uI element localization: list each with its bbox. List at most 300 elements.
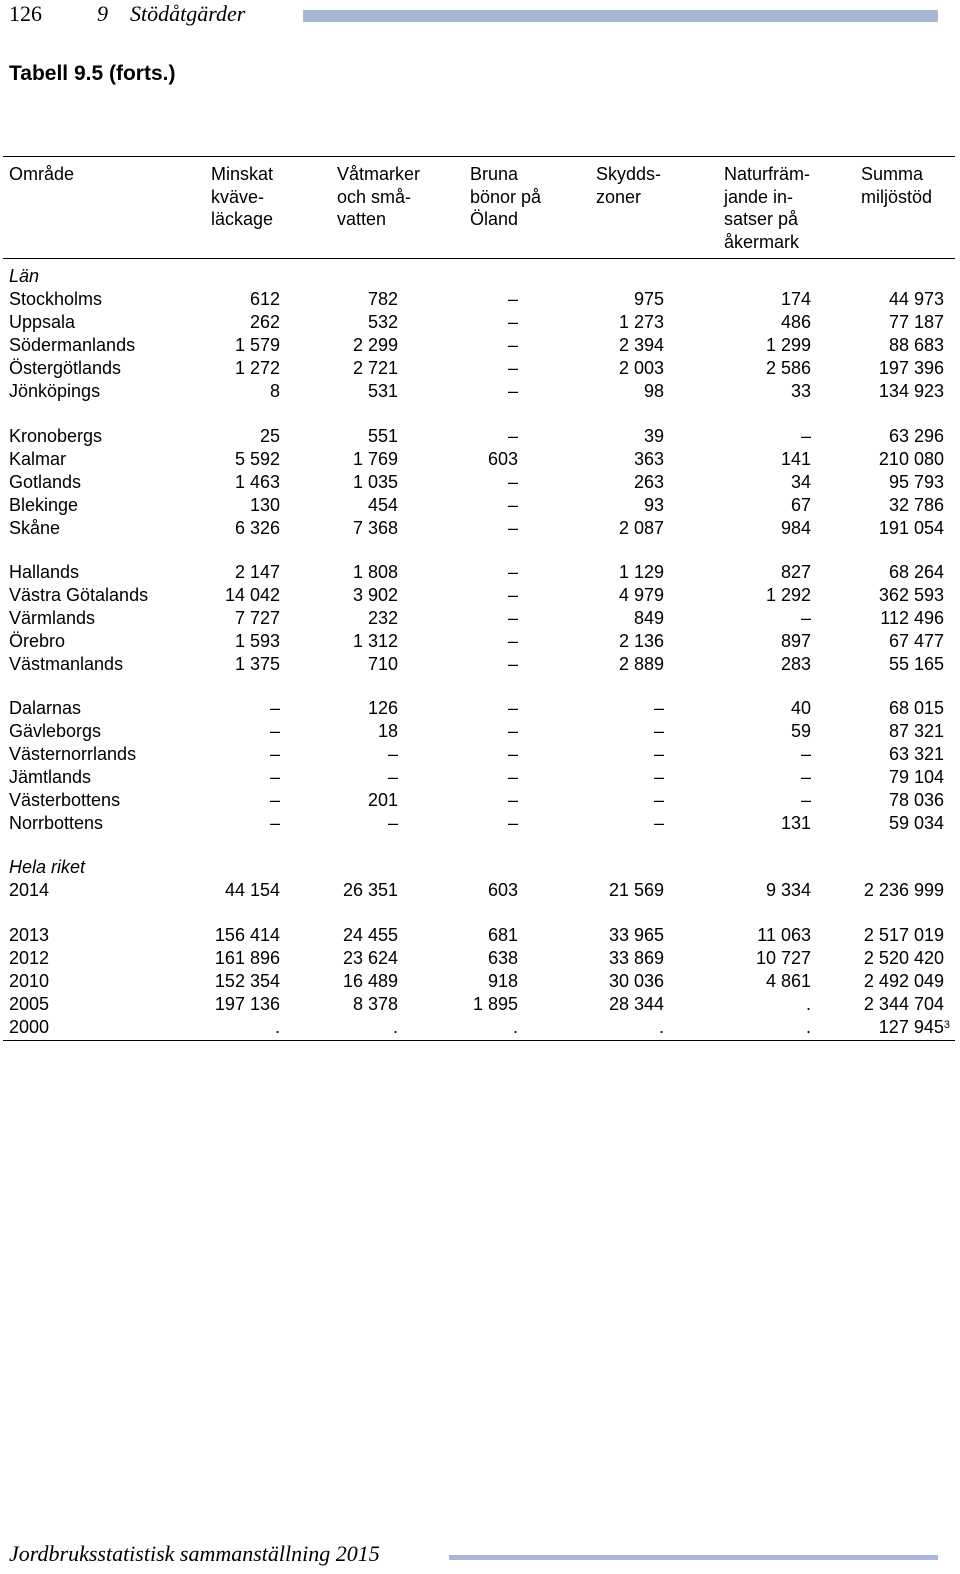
- table-cell: [791, 380, 811, 403]
- footer-accent-bar: [449, 1555, 938, 1560]
- table-cell: [864, 993, 944, 1016]
- table-cell: [806, 993, 811, 1016]
- table-cell: [368, 288, 398, 311]
- cell-value: 1 579: [234, 335, 280, 355]
- cell-value: 638: [487, 948, 518, 968]
- table-cell: [353, 561, 398, 584]
- cell-value: 1 769: [352, 449, 398, 469]
- table-cell: [879, 357, 944, 380]
- cell-value: 78 036: [888, 790, 944, 810]
- table-row: [0, 425, 960, 448]
- cell-value: 32 786: [888, 495, 944, 515]
- cell-value: 174: [780, 289, 811, 309]
- table-cell: [508, 766, 518, 789]
- table-cell: [781, 630, 811, 653]
- table-row: [0, 311, 960, 334]
- table-cell: [864, 947, 944, 970]
- table-cell: [488, 448, 518, 471]
- cell-value: 141: [780, 449, 811, 469]
- table-cell: [766, 357, 811, 380]
- table-cell: [215, 970, 280, 993]
- cell-value: 79 104: [888, 767, 944, 787]
- table-cell: [654, 789, 664, 812]
- table-row: [0, 970, 960, 993]
- table-cell: [353, 334, 398, 357]
- table-cell: [270, 720, 280, 743]
- cell-value: 2 721: [352, 358, 398, 378]
- cell-value: 849: [633, 608, 664, 628]
- table-cell: [801, 743, 811, 766]
- row-label: Kalmar: [9, 449, 67, 469]
- cell-value: 1 312: [352, 631, 398, 651]
- cell-value: 362 593: [878, 585, 944, 605]
- cell-value: –: [387, 744, 398, 764]
- cell-value: 4 979: [618, 585, 664, 605]
- table-cell: [889, 311, 944, 334]
- cell-value: –: [269, 790, 280, 810]
- table-cell: [235, 653, 280, 676]
- table-cell: [368, 697, 398, 720]
- table-cell: [781, 561, 811, 584]
- table-cell: [619, 561, 664, 584]
- table-cell: [766, 970, 811, 993]
- table-cell: [368, 789, 398, 812]
- table-row: [0, 494, 960, 517]
- page-header: [0, 0, 960, 34]
- table-cell: [756, 947, 811, 970]
- row-label: Dalarnas: [9, 698, 82, 718]
- column-header-line: satser på: [724, 209, 799, 229]
- table-cell: [388, 766, 398, 789]
- cell-value: –: [507, 426, 518, 446]
- cell-value: 2 147: [234, 562, 280, 582]
- cell-value: –: [507, 518, 518, 538]
- cell-value: 918: [487, 971, 518, 991]
- table-row: [0, 471, 960, 494]
- table-cell: [353, 630, 398, 653]
- table-cell: [644, 425, 664, 448]
- table-cell: [619, 584, 664, 607]
- row-label: Blekinge: [9, 495, 79, 515]
- cell-value: 7 368: [352, 518, 398, 538]
- cell-value: .: [805, 994, 811, 1014]
- table-cell: [609, 924, 664, 947]
- column-header-line: Öland: [470, 209, 519, 229]
- column-header-line: åkermark: [724, 231, 800, 252]
- table-cell: [880, 607, 944, 630]
- table-cell: [889, 334, 944, 357]
- table-cell: [864, 924, 944, 947]
- column-header-summa: [861, 163, 932, 208]
- cell-value: 1 463: [234, 472, 280, 492]
- table-cell: [879, 584, 944, 607]
- table-cell: [368, 607, 398, 630]
- row-label: Uppsala: [9, 312, 76, 332]
- table-cell: [270, 766, 280, 789]
- column-header-line: miljöstöd: [861, 186, 933, 207]
- cell-value: 63 296: [888, 426, 944, 446]
- cell-value: –: [507, 289, 518, 309]
- cell-value: 9 334: [765, 880, 811, 900]
- row-label: 2005: [9, 994, 50, 1014]
- column-header-line: läckage: [211, 209, 274, 229]
- table-cell: [225, 879, 280, 902]
- cell-value: 28 344: [608, 994, 664, 1014]
- cell-value: 1 808: [352, 562, 398, 582]
- table-cell: [488, 924, 518, 947]
- table-cell: [766, 584, 811, 607]
- table-cell: [801, 425, 811, 448]
- cell-value: 8 378: [352, 994, 398, 1014]
- cell-value: 1 273: [618, 312, 664, 332]
- table-cell: [879, 380, 944, 403]
- table-cell: [270, 697, 280, 720]
- cell-value: 262: [249, 312, 280, 332]
- table-cell: [879, 517, 944, 540]
- column-header-line: Bruna: [470, 164, 519, 184]
- row-label: Östergötlands: [9, 358, 122, 378]
- table-row: [0, 993, 960, 1016]
- table-cell: [791, 471, 811, 494]
- column-header-line: Skydds-: [596, 164, 662, 184]
- table-row: [0, 879, 960, 902]
- cell-value: 18: [377, 721, 398, 741]
- table-cell: [654, 697, 664, 720]
- cell-value: 59 034: [888, 813, 944, 833]
- row-label: Jönköpings: [9, 381, 101, 401]
- table-cell: [270, 789, 280, 812]
- cell-value: 1 272: [234, 358, 280, 378]
- table-cell: [513, 1016, 518, 1039]
- cell-value: 161 896: [214, 948, 280, 968]
- table-cell: [619, 357, 664, 380]
- table-cell: [508, 288, 518, 311]
- cell-value: –: [653, 767, 664, 787]
- table-cell: [368, 494, 398, 517]
- table-cell: [634, 607, 664, 630]
- cell-value: 1 129: [618, 562, 664, 582]
- column-header-vatmarker: [337, 163, 420, 231]
- table-cell: [275, 1016, 280, 1039]
- row-label: Västernorrlands: [9, 744, 137, 764]
- cell-value: 152 354: [214, 971, 280, 991]
- table-cell: [235, 448, 280, 471]
- column-header-line: Minskat: [211, 164, 274, 184]
- row-label: Jämtlands: [9, 767, 92, 787]
- table-row: [0, 517, 960, 540]
- table-cell: [619, 630, 664, 653]
- cell-value: –: [269, 744, 280, 764]
- table-row: [0, 743, 960, 766]
- section-label-lan: Län: [9, 266, 40, 286]
- cell-value: 33 869: [608, 948, 664, 968]
- table-cell: [508, 494, 518, 517]
- cell-value: 63 321: [888, 744, 944, 764]
- cell-value: 1 895: [472, 994, 518, 1014]
- table-cell: [864, 970, 944, 993]
- table-cell: [801, 607, 811, 630]
- cell-value: 4 861: [765, 971, 811, 991]
- cell-value: –: [507, 495, 518, 515]
- table-cell: [619, 311, 664, 334]
- table-cell: [508, 517, 518, 540]
- cell-value: 1 292: [765, 585, 811, 605]
- table-cell: [388, 812, 398, 835]
- cell-value: 975: [633, 289, 664, 309]
- cell-value: 551: [367, 426, 398, 446]
- table-cell: [781, 311, 811, 334]
- cell-value: –: [269, 767, 280, 787]
- cell-value: 197 136: [214, 994, 280, 1014]
- table-header: [0, 163, 960, 259]
- cell-value: 363: [633, 449, 664, 469]
- footnote-marker: 3: [943, 1019, 950, 1031]
- row-label: Värmlands: [9, 608, 96, 628]
- cell-value: –: [653, 790, 664, 810]
- table-row: [0, 720, 960, 743]
- table-cell: [508, 720, 518, 743]
- cell-value: 130: [249, 495, 280, 515]
- table-cell: [508, 357, 518, 380]
- cell-value: 1 299: [765, 335, 811, 355]
- column-header-line: zoner: [596, 186, 642, 207]
- cell-value: 25: [259, 426, 280, 446]
- column-header-area: [9, 163, 74, 186]
- cell-value: 33: [790, 381, 811, 401]
- table-cell: [235, 471, 280, 494]
- cell-value: –: [507, 631, 518, 651]
- cell-value: 11 063: [757, 925, 811, 945]
- cell-value: 210 080: [878, 449, 944, 469]
- column-header-bruna-bonor: [470, 163, 541, 231]
- cell-value: 127 945: [878, 1017, 944, 1037]
- page-number: 126: [9, 1, 42, 26]
- table-cell: [889, 720, 944, 743]
- cell-value: 44 154: [224, 880, 280, 900]
- table-cell: [378, 720, 398, 743]
- table-cell: [353, 471, 398, 494]
- table-cell: [889, 630, 944, 653]
- table-cell: [270, 380, 280, 403]
- cell-value: 1 375: [234, 654, 280, 674]
- cell-value: 897: [780, 631, 811, 651]
- cell-value: .: [392, 1017, 398, 1037]
- cell-value: 10 727: [755, 948, 811, 968]
- column-header-skyddszoner: [596, 163, 661, 208]
- page-footer: [0, 1538, 960, 1574]
- cell-value: 531: [367, 381, 398, 401]
- table-cell: [270, 812, 280, 835]
- cell-value: 5 592: [234, 449, 280, 469]
- column-header-naturframjande: [724, 163, 810, 253]
- cell-value: 16 489: [342, 971, 398, 991]
- cell-value: 59: [790, 721, 811, 741]
- cell-value: 2 492 049: [863, 971, 944, 991]
- cell-value: 454: [367, 495, 398, 515]
- cell-value: 532: [367, 312, 398, 332]
- cell-value: –: [653, 698, 664, 718]
- cell-value: 2 003: [618, 358, 664, 378]
- cell-value: 131: [780, 813, 811, 833]
- table-row: [0, 607, 960, 630]
- cell-value: 681: [487, 925, 518, 945]
- table-cell: [644, 380, 664, 403]
- row-label: Västerbottens: [9, 790, 121, 810]
- table-cell: [343, 924, 398, 947]
- table-cell: [879, 448, 944, 471]
- cell-value: –: [507, 813, 518, 833]
- table-cell: [879, 1016, 950, 1039]
- cell-value: –: [269, 813, 280, 833]
- cell-value: 30 036: [608, 971, 664, 991]
- cell-value: –: [507, 472, 518, 492]
- cell-value: 2 517 019: [863, 925, 944, 945]
- table-row: [0, 288, 960, 311]
- cell-value: –: [507, 562, 518, 582]
- column-header-kvave: [211, 163, 273, 231]
- cell-value: 126: [367, 698, 398, 718]
- cell-value: 87 321: [888, 721, 944, 741]
- row-label: Gävleborgs: [9, 721, 102, 741]
- table-row: [0, 380, 960, 403]
- table-cell: [889, 288, 944, 311]
- table-cell: [235, 357, 280, 380]
- row-label: Skåne: [9, 518, 61, 538]
- table-cell: [654, 812, 664, 835]
- cell-value: 603: [487, 449, 518, 469]
- cell-value: 98: [643, 381, 664, 401]
- cell-value: 782: [367, 289, 398, 309]
- table-cell: [250, 494, 280, 517]
- cell-value: 88 683: [888, 335, 944, 355]
- table-cell: [634, 288, 664, 311]
- cell-value: –: [507, 358, 518, 378]
- cell-value: 3 902: [352, 585, 398, 605]
- table-cell: [393, 1016, 398, 1039]
- table-row: [0, 357, 960, 380]
- table-row: [0, 334, 960, 357]
- cell-value: –: [269, 721, 280, 741]
- cell-value: –: [800, 767, 811, 787]
- table-cell: [609, 993, 664, 1016]
- table-cell: [864, 879, 944, 902]
- table-row: [0, 448, 960, 471]
- cell-value: 984: [780, 518, 811, 538]
- table-cell: [889, 425, 944, 448]
- table-cell: [343, 947, 398, 970]
- cell-value: 44 973: [888, 289, 944, 309]
- table-cell: [654, 720, 664, 743]
- cell-value: 6 326: [234, 518, 280, 538]
- cell-value: 67 477: [888, 631, 944, 651]
- table-cell: [791, 720, 811, 743]
- table-row: [0, 766, 960, 789]
- table-cell: [508, 812, 518, 835]
- cell-value: –: [507, 335, 518, 355]
- table-header-rule: [3, 258, 955, 259]
- table-cell: [353, 448, 398, 471]
- cell-value: –: [507, 698, 518, 718]
- cell-value: .: [658, 1017, 664, 1037]
- column-header-line: vatten: [337, 209, 387, 229]
- table-cell: [806, 1016, 811, 1039]
- table-cell: [781, 288, 811, 311]
- column-header-line: kväve-: [211, 186, 265, 207]
- cell-value: 21 569: [608, 880, 664, 900]
- table-cell: [215, 947, 280, 970]
- cell-value: 134 923: [878, 381, 944, 401]
- table-row: [0, 561, 960, 584]
- table-cell: [644, 494, 664, 517]
- cell-value: 23 624: [342, 948, 398, 968]
- cell-value: –: [800, 426, 811, 446]
- cell-value: –: [653, 721, 664, 741]
- header-accent-bar: [303, 10, 938, 22]
- table-cell: [488, 970, 518, 993]
- cell-value: –: [269, 698, 280, 718]
- table-cell: [343, 970, 398, 993]
- cell-value: 191 054: [878, 518, 944, 538]
- cell-value: 14 042: [224, 585, 280, 605]
- table-cell: [368, 653, 398, 676]
- row-label: 2012: [9, 948, 50, 968]
- table-cell: [508, 653, 518, 676]
- cell-value: 77 187: [888, 312, 944, 332]
- cell-value: 2 136: [618, 631, 664, 651]
- table-cell: [619, 334, 664, 357]
- table-cell: [473, 993, 518, 1016]
- column-header-line: Våtmarker: [337, 164, 421, 184]
- table-cell: [235, 517, 280, 540]
- table-cell: [889, 697, 944, 720]
- cell-value: –: [800, 744, 811, 764]
- table-cell: [260, 425, 280, 448]
- table-cell: [508, 311, 518, 334]
- table-cell: [659, 1016, 664, 1039]
- row-label: Södermanlands: [9, 335, 136, 355]
- cell-value: –: [507, 744, 518, 764]
- cell-value: 1 035: [352, 472, 398, 492]
- row-label: Västra Götalands: [9, 585, 149, 605]
- cell-value: 93: [643, 495, 664, 515]
- column-header-line: Område: [9, 164, 75, 184]
- row-label: Stockholms: [9, 289, 103, 309]
- table-cell: [508, 743, 518, 766]
- table-cell: [619, 653, 664, 676]
- table-cell: [791, 697, 811, 720]
- table-bottom-rule: [3, 1040, 955, 1041]
- table-cell: [343, 879, 398, 902]
- table-cell: [609, 947, 664, 970]
- cell-value: –: [387, 767, 398, 787]
- cell-value: 612: [249, 289, 280, 309]
- table-cell: [889, 471, 944, 494]
- cell-value: 95 793: [888, 472, 944, 492]
- table-cell: [353, 993, 398, 1016]
- table-row: [0, 653, 960, 676]
- table-cell: [801, 766, 811, 789]
- cell-value: 7 727: [234, 608, 280, 628]
- row-label: Gotlands: [9, 472, 82, 492]
- footer-title: Jordbruksstatistisk sammanställning 2015: [9, 1541, 380, 1566]
- cell-value: –: [653, 813, 664, 833]
- cell-value: –: [507, 790, 518, 810]
- cell-value: 55 165: [888, 654, 944, 674]
- cell-value: 710: [367, 654, 398, 674]
- table-top-rule: [3, 156, 955, 157]
- table-cell: [508, 380, 518, 403]
- row-label: 2010: [9, 971, 50, 991]
